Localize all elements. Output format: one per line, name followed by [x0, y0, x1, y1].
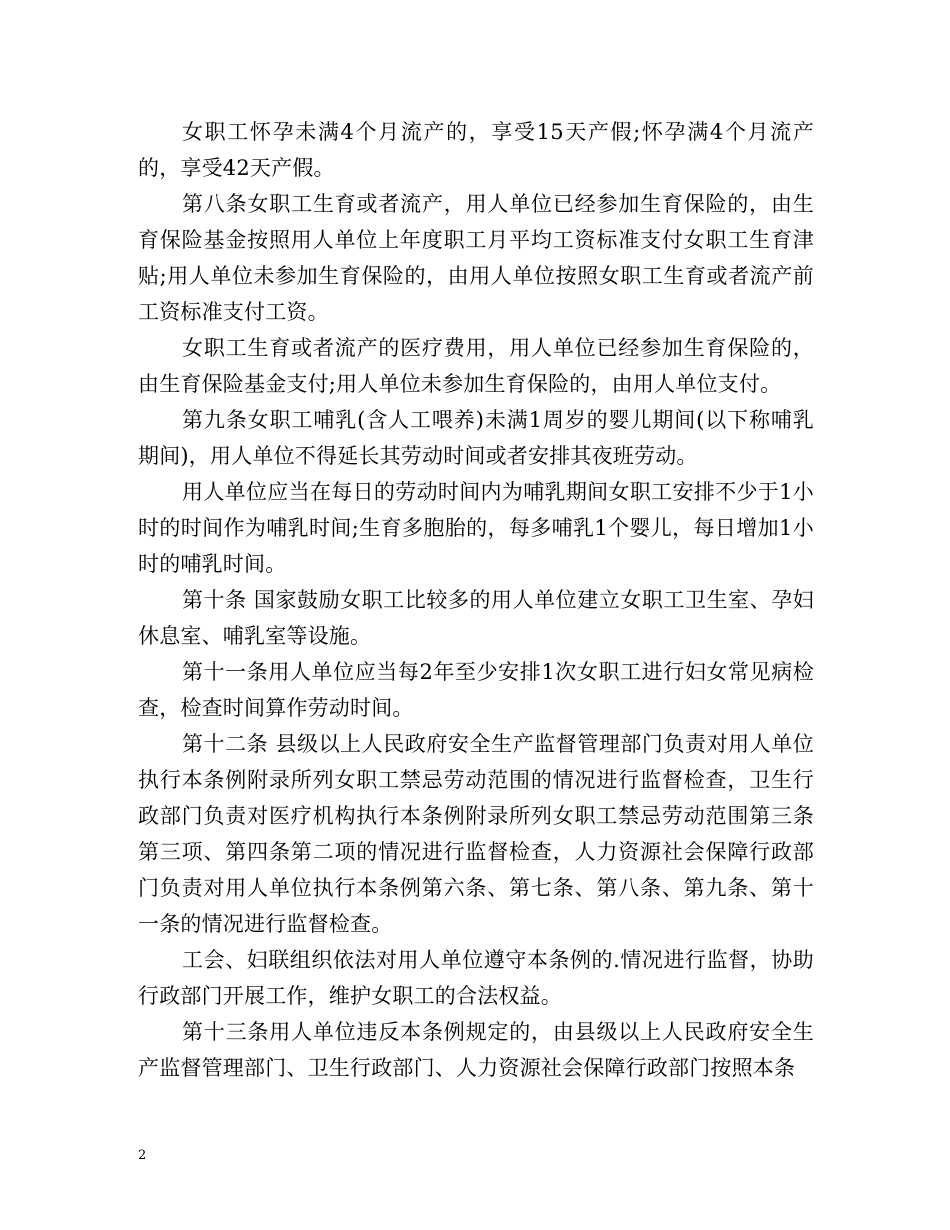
paragraph-medical-expenses: 女职工生育或者流产的医疗费用，用人单位已经参加生育保险的，由生育保险基金支付;用人单位未参加生育保险的，由用人单位支付。 [138, 336, 814, 396]
paragraph-union-supervision: 工会、妇联组织依法对用人单位遵守本条例的.情况进行监督，协助行政部门开展工作，维护女职工的合法权益。 [138, 948, 814, 1008]
paragraph-nursing-time: 用人单位应当在每日的劳动时间内为哺乳期间女职工安排不少于1小时的时间作为哺乳时间;生育多胞胎的，每多哺乳1个婴儿，每日增加1小时的哺乳时间。 [138, 480, 814, 576]
paragraph-article-8: 第八条女职工生育或者流产，用人单位已经参加生育保险的，由生育保险基金按照用人单位上年度职工月平均工资标准支付女职工生育津贴;用人单位未参加生育保险的，由用人单位按照女职工生育或者流产前工资标准支付工资。 [138, 192, 814, 324]
paragraph-article-9: 第九条女职工哺乳(含人工喂养)未满1周岁的婴儿期间(以下称哺乳期间)，用人单位不得延长其劳动时间或者安排其夜班劳动。 [138, 408, 814, 468]
paragraph-article-11: 第十一条用人单位应当每2年至少安排1次女职工进行妇女常见病检查，检查时间算作劳动时间。 [138, 660, 814, 720]
paragraph-article-12: 第十二条 县级以上人民政府安全生产监督管理部门负责对用人单位执行本条例附录所列女职工禁忌劳动范围的情况进行监督检查，卫生行政部门负责对医疗机构执行本条例附录所列女职工禁忌劳动范围第三条第三项、第四条第二项的情况进行监督检查，人力资源社会保障行政部门负责对用人单位执行本条例第六条、第七条、第八条、第九条、第十一条的情况进行监督检查。 [138, 732, 814, 936]
page-number: 2 [138, 1148, 147, 1163]
paragraph-article-13: 第十三条用人单位违反本条例规定的，由县级以上人民政府安全生产监督管理部门、卫生行政部门、人力资源社会保障行政部门按照本条 [138, 1020, 814, 1080]
paragraph-article-10: 第十条 国家鼓励女职工比较多的用人单位建立女职工卫生室、孕妇休息室、哺乳室等设施。 [138, 588, 814, 648]
paragraph-maternity-leave-miscarriage: 女职工怀孕未满4个月流产的，享受15天产假;怀孕满4个月流产的，享受42天产假。 [138, 120, 814, 180]
document-body [138, 114, 814, 1086]
